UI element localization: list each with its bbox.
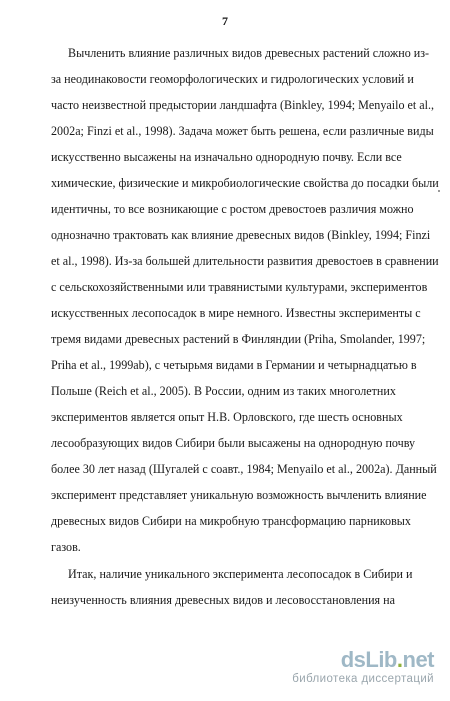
text-line: экспериментов является опыт Н.В. Орловского, где шесть основных [51,410,403,424]
text-line: лесообразующих видов Сибири были высажены на однородную почву [51,436,416,450]
text-line: более 30 лет назад (Шугалей с соавт., 1984; Menyailo et al., 2002a). Данный [51,462,437,476]
watermark-subtitle: библиотека диссертаций [292,673,434,685]
text-line: Priha et al., 1999ab), с четырьмя видами в Германии и четырнадцатью в [51,358,417,372]
page-number: 7 [222,14,228,28]
text-line: et al., 1998). Из-за большей длительности развития древостоев в сравнении [51,254,439,268]
text-line: Вычленить влияние различных видов древесных растений сложно из- [68,46,430,60]
text-line: Итак, наличие уникального эксперимента лесопосадок в Сибири и [68,567,413,581]
text-line: идентичны, то все возникающие с ростом древостоев различия можно [51,202,414,216]
text-line: газов. [51,540,81,554]
text-line: Польше (Reich et al., 2005). В России, одним из таких многолетних [51,384,396,398]
watermark-logo: dsLib.net [340,647,434,672]
text-line: искусственно высажены на изначально однородную почву. Если все [51,150,402,164]
text-line: с сельскохозяйственными или травянистыми культурами, экспериментов [51,280,428,294]
text-line: тремя видами древесных растений в Финляндии (Priha, Smolander, 1997; [51,332,426,346]
text-line: часто неизвестной предыстории ландшафта (Binkley, 1994; Menyailo et al., [51,98,435,112]
text-line: однозначно трактовать как влияние древесных видов (Binkley, 1994; Finzi [51,228,431,242]
watermark [292,648,434,686]
text-line: неизученность влияния древесных видов и лесовосстановления на [51,593,395,607]
text-line: древесных видов Сибири на микробную трансформацию парниковых [51,514,411,528]
text-line: химические, физические и микробиологические свойства до посадки были [51,176,439,190]
scan-speck [438,190,440,192]
text-line: за неодинаковости геоморфологических и гидрологических условий и [51,72,414,86]
text-line: 2002a; Finzi et al., 1998). Задача может быть решена, если различные виды [51,124,434,138]
text-line: искусственных лесопосадок в мире немного. Известны эксперименты с [51,306,421,320]
text-line: эксперимент представляет уникальную возможность вычленить влияние [51,488,427,502]
